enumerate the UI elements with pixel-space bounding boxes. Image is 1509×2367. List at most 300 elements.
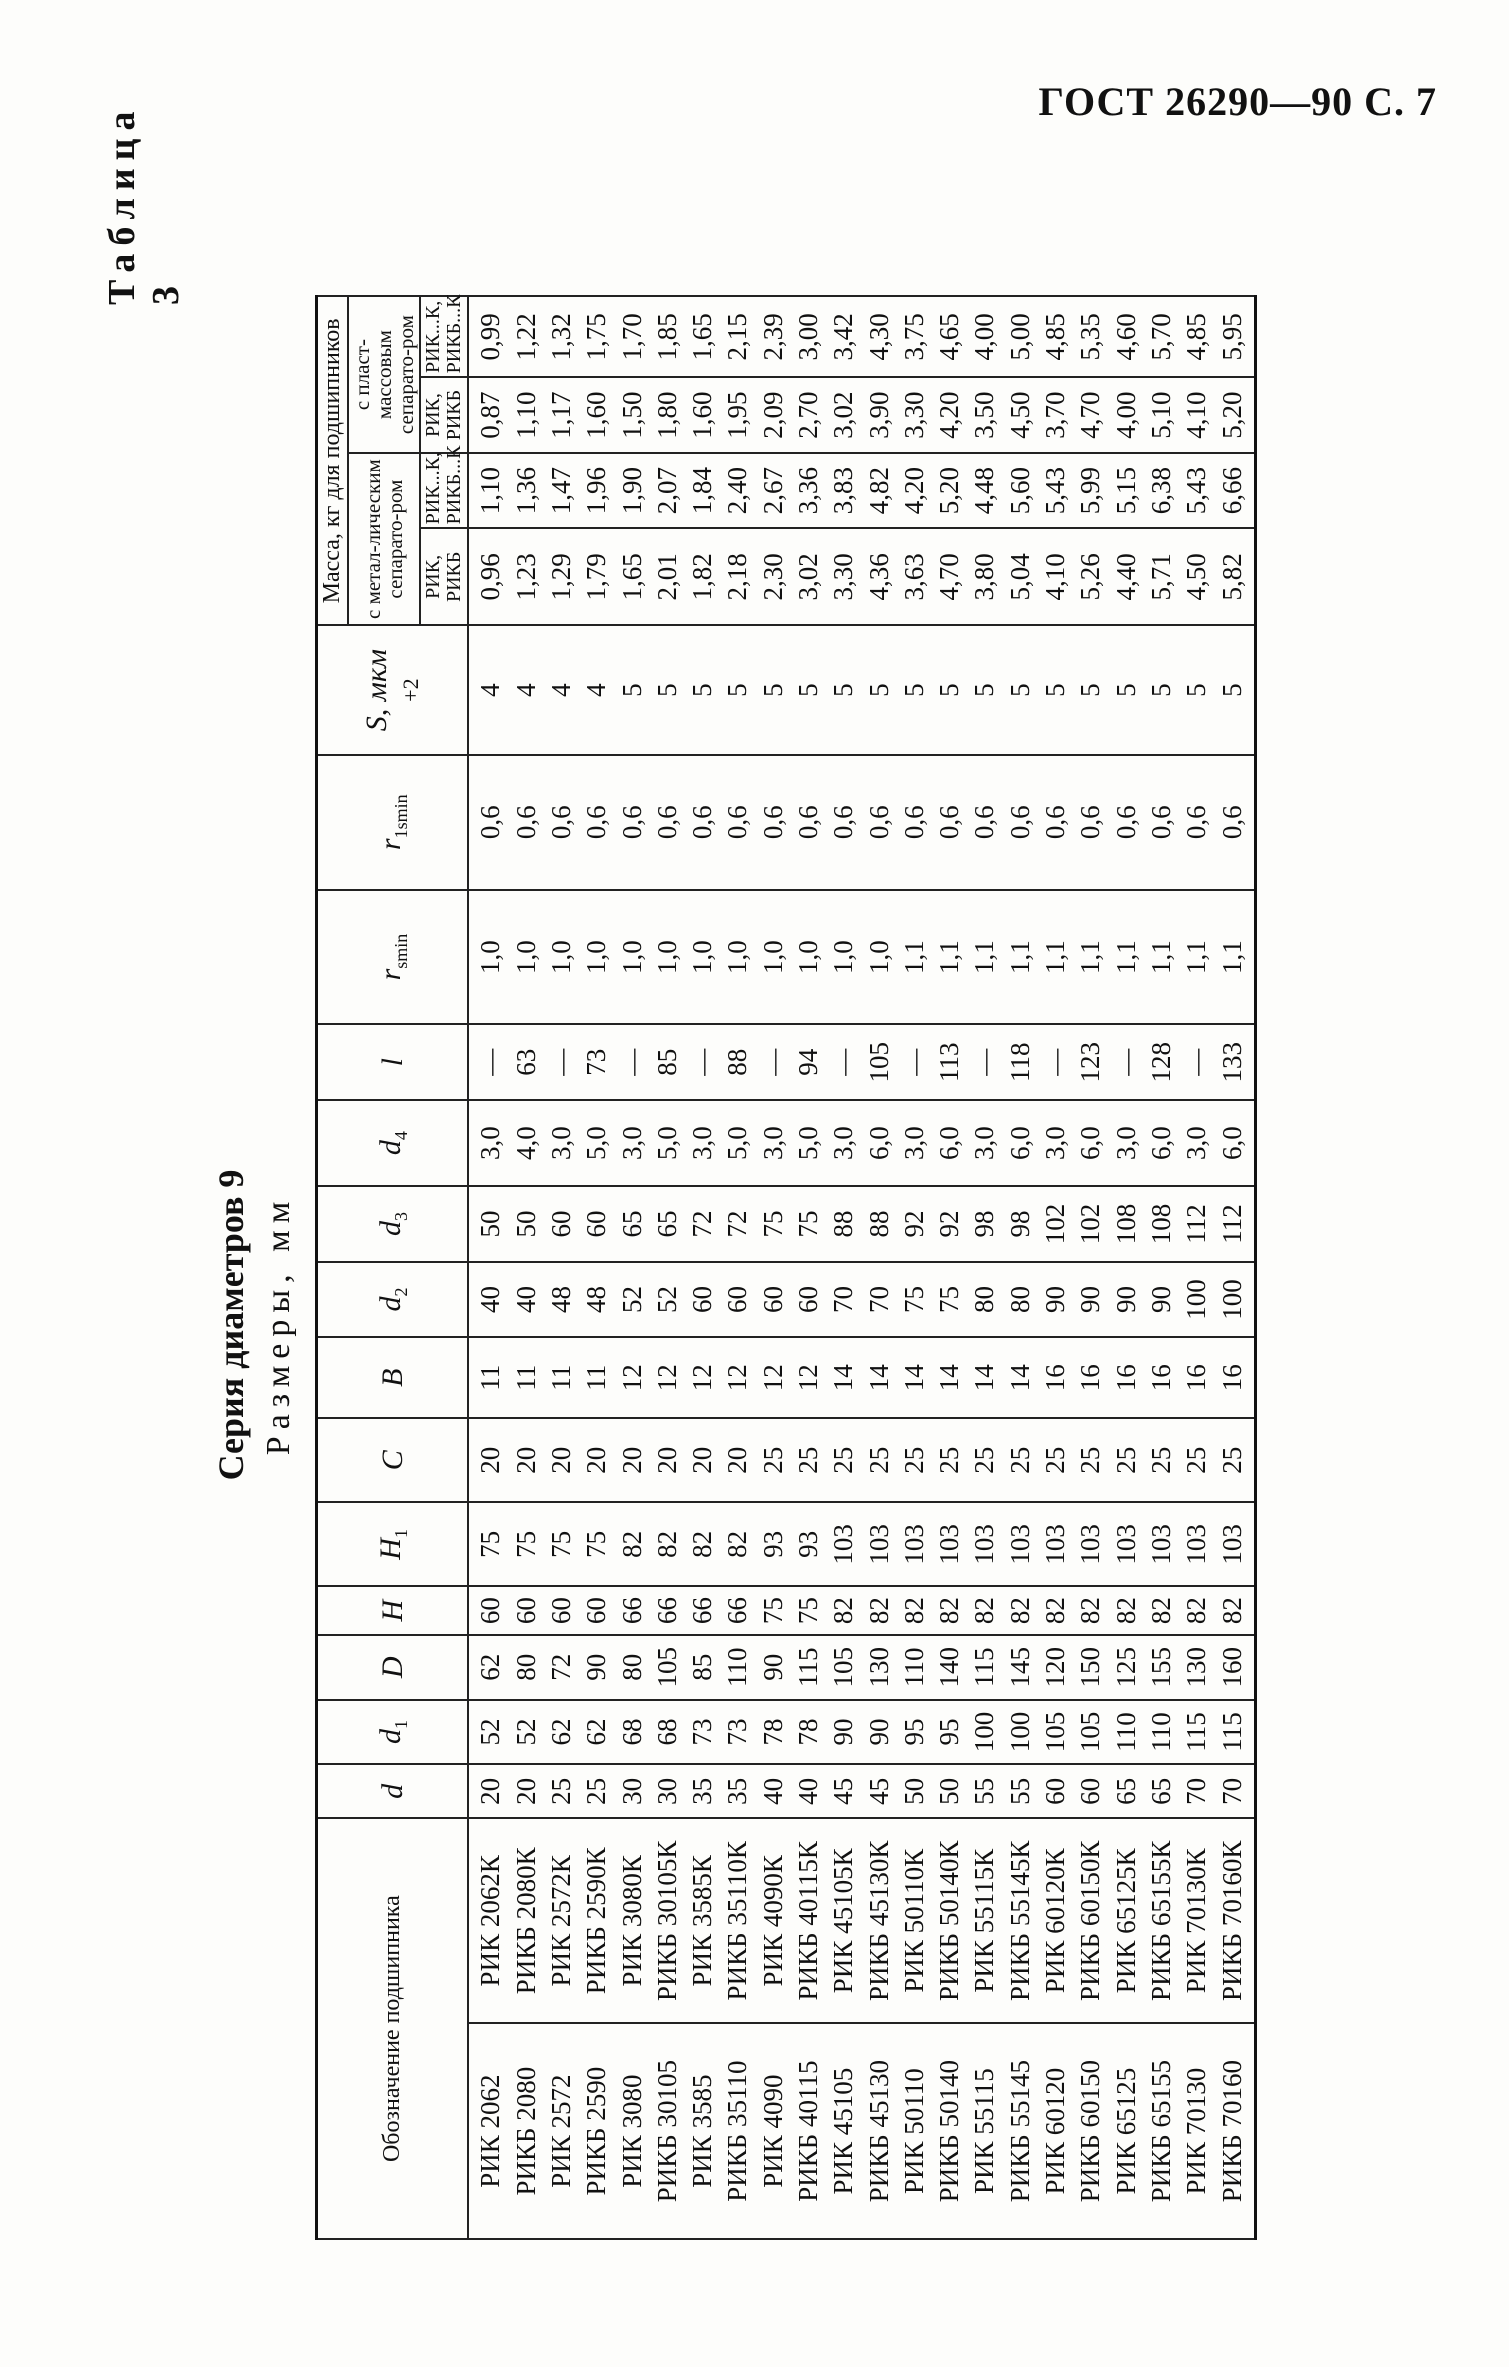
table-value: 0,6 bbox=[510, 805, 541, 840]
table-value: 70 bbox=[1216, 1777, 1247, 1805]
table-value: РИКБ 2590 bbox=[581, 2066, 612, 2196]
table-value: РИК 3080 bbox=[616, 2074, 647, 2188]
mass-metal-a-cell bbox=[468, 528, 1255, 625]
table-value: 5 bbox=[687, 683, 718, 697]
table-value: 4 bbox=[545, 683, 576, 697]
table-value: 128 bbox=[1145, 1041, 1176, 1083]
table-value: 25 bbox=[969, 1446, 1000, 1474]
table-value: 25 bbox=[1075, 1446, 1106, 1474]
table-value: 0,6 bbox=[581, 805, 612, 840]
col-mass-plastic: с пласт-массовым сепарато-ром bbox=[348, 296, 420, 452]
mass-plastic-b-cell bbox=[468, 296, 1255, 377]
table-value: 40 bbox=[475, 1286, 506, 1314]
table-value: 12 bbox=[651, 1364, 682, 1392]
table-value: 16 bbox=[1040, 1364, 1071, 1392]
col-d4: $d_4$ bbox=[317, 1100, 469, 1186]
table-value: 4,82 bbox=[863, 466, 894, 515]
table-value: 6,0 bbox=[863, 1126, 894, 1160]
table-value: 0,6 bbox=[1181, 805, 1212, 840]
table-value: 90 bbox=[581, 1653, 612, 1681]
table-value: 25 bbox=[1110, 1446, 1141, 1474]
table-value: 82 bbox=[1216, 1597, 1247, 1625]
table-value: 90 bbox=[1110, 1286, 1141, 1314]
col-mass-plastic-b: РИК...К, РИКБ...К bbox=[420, 296, 468, 377]
table-value: 50 bbox=[475, 1210, 506, 1238]
table-value: 25 bbox=[757, 1446, 788, 1474]
table-value: 1,0 bbox=[828, 940, 859, 974]
table-value: 110 bbox=[722, 1647, 753, 1688]
table-value: 4,20 bbox=[934, 391, 965, 439]
rotated-page bbox=[90, 103, 1430, 2240]
table-value: 2,39 bbox=[757, 313, 788, 361]
table-value: 0,6 bbox=[545, 805, 576, 840]
table-value: 1,0 bbox=[793, 940, 823, 974]
table-value: 70 bbox=[1181, 1777, 1212, 1805]
table-value: 103 bbox=[934, 1524, 965, 1565]
table-value: 1,65 bbox=[616, 553, 647, 601]
table-value: — bbox=[1040, 1048, 1071, 1076]
table-value: 103 bbox=[828, 1524, 859, 1565]
table-value: РИК 4090 bbox=[757, 2074, 788, 2188]
table-value: 3,0 bbox=[616, 1126, 647, 1160]
table-label: Таблица 3 bbox=[101, 103, 187, 305]
table-value: 88 bbox=[828, 1210, 859, 1238]
table-value: 82 bbox=[828, 1597, 859, 1625]
table-value: РИК 70130К bbox=[1181, 1848, 1212, 1994]
table-value: 90 bbox=[1145, 1286, 1176, 1314]
table-value: 108 bbox=[1110, 1203, 1141, 1245]
table-value: РИКБ 45130К bbox=[863, 1840, 894, 2001]
table-value: 103 bbox=[969, 1524, 1000, 1565]
table-value: 25 bbox=[581, 1777, 612, 1805]
table-value: 55 bbox=[1004, 1777, 1035, 1805]
table-value: 0,96 bbox=[475, 553, 506, 601]
table-value: 60 bbox=[545, 1597, 576, 1625]
table-value: 5 bbox=[1145, 683, 1176, 697]
table-value: 85 bbox=[687, 1653, 718, 1681]
table-value: 4,00 bbox=[1110, 391, 1141, 439]
table-value: 0,6 bbox=[475, 805, 506, 840]
table-value: 60 bbox=[1040, 1777, 1071, 1805]
table-value: 4,65 bbox=[934, 313, 965, 361]
table-value: 60 bbox=[581, 1597, 612, 1625]
table-value: 25 bbox=[1145, 1446, 1176, 1474]
table-value: 60 bbox=[687, 1286, 718, 1314]
table-value: 60 bbox=[757, 1286, 788, 1314]
table-value: 73 bbox=[722, 1718, 753, 1746]
table-value: 50 bbox=[934, 1777, 965, 1805]
table-value: РИКБ 70160К bbox=[1216, 1840, 1247, 2001]
table-value: 6,0 bbox=[934, 1126, 965, 1160]
table-value: 1,0 bbox=[545, 940, 576, 974]
table-value: РИКБ 2080 bbox=[510, 2066, 541, 2196]
table-value: 1,47 bbox=[545, 466, 576, 515]
table-value: 108 bbox=[1145, 1203, 1176, 1245]
table-value: 5,43 bbox=[1040, 466, 1071, 515]
r-smin-cell bbox=[468, 890, 1255, 1025]
table-value: 1,90 bbox=[616, 466, 647, 515]
table-value: РИК 2572 bbox=[545, 2074, 576, 2188]
r1-smin-cell bbox=[468, 755, 1255, 890]
table-value: 0,6 bbox=[687, 805, 718, 840]
table-value: 5 bbox=[898, 683, 929, 697]
table-value: 5 bbox=[1040, 683, 1071, 697]
table-value: 4,30 bbox=[863, 313, 894, 361]
table-value: 20 bbox=[616, 1446, 647, 1474]
table-value: 1,23 bbox=[510, 553, 541, 601]
table-value: 16 bbox=[1145, 1364, 1176, 1392]
table-value: 25 bbox=[545, 1777, 576, 1805]
table-value: 110 bbox=[898, 1647, 929, 1688]
table-value: 72 bbox=[722, 1210, 753, 1238]
table-value: 3,30 bbox=[828, 553, 859, 601]
table-value: РИК 60120 bbox=[1040, 2067, 1071, 2195]
table-value: 82 bbox=[898, 1597, 929, 1625]
table-value: 120 bbox=[1040, 1647, 1071, 1688]
series-title: Серия диаметров 9 bbox=[211, 1169, 251, 1481]
table-value: 115 bbox=[1216, 1712, 1247, 1752]
table-value: 5 bbox=[1181, 683, 1212, 697]
table-value: 5 bbox=[828, 683, 859, 697]
table-value: 94 bbox=[793, 1048, 823, 1076]
table-value: 90 bbox=[1040, 1286, 1071, 1314]
table-value: 5 bbox=[863, 683, 894, 697]
table-value: 1,80 bbox=[651, 391, 682, 439]
table-value: 103 bbox=[1181, 1524, 1212, 1565]
table-value: РИКБ 30105 bbox=[651, 2060, 682, 2203]
table-value: 25 bbox=[1181, 1446, 1212, 1474]
table-value: 20 bbox=[475, 1777, 506, 1805]
table-value: — bbox=[757, 1048, 788, 1076]
table-value: 30 bbox=[616, 1777, 647, 1805]
table-value: 4,40 bbox=[1110, 553, 1141, 601]
table-value: 5 bbox=[934, 683, 965, 697]
table-value: 4,60 bbox=[1110, 313, 1141, 361]
table-value: 75 bbox=[898, 1286, 929, 1314]
table-value: 4 bbox=[581, 683, 612, 697]
table-value: 5,99 bbox=[1075, 466, 1106, 515]
table-value: 3,80 bbox=[969, 553, 1000, 601]
table-value: 80 bbox=[1004, 1286, 1035, 1314]
table-value: 103 bbox=[1145, 1524, 1176, 1565]
table-value: 1,22 bbox=[510, 313, 541, 361]
H-cell bbox=[468, 1586, 1255, 1635]
table-value: 98 bbox=[969, 1210, 1000, 1238]
table-value: 60 bbox=[475, 1597, 506, 1625]
table-value: 12 bbox=[722, 1364, 753, 1392]
table-value: 155 bbox=[1145, 1647, 1176, 1688]
table-value: 0,6 bbox=[1145, 805, 1176, 840]
table-value: 160 bbox=[1216, 1647, 1247, 1688]
table-value: 103 bbox=[863, 1524, 894, 1565]
table-value: РИКБ 50140 bbox=[934, 2060, 965, 2203]
table-value: РИКБ 40115К bbox=[793, 1841, 823, 2001]
table-value: 6,0 bbox=[1216, 1126, 1247, 1160]
table-value: 75 bbox=[793, 1597, 823, 1625]
table-value: 82 bbox=[722, 1530, 753, 1558]
table-value: 85 bbox=[651, 1048, 682, 1076]
table-value: 102 bbox=[1075, 1203, 1106, 1245]
table-value: 1,85 bbox=[651, 313, 682, 361]
table-value: 1,1 bbox=[1110, 940, 1141, 974]
table-value: 63 bbox=[510, 1048, 541, 1076]
table-value: 88 bbox=[863, 1210, 894, 1238]
table-value: РИКБ 50140К bbox=[934, 1840, 965, 2001]
table-value: 75 bbox=[510, 1530, 541, 1558]
table-value: 5,0 bbox=[793, 1126, 823, 1160]
table-value: 3,36 bbox=[793, 466, 823, 515]
d2-cell bbox=[468, 1262, 1255, 1338]
table-value: 4,50 bbox=[1004, 391, 1035, 439]
table-value: 5 bbox=[1004, 683, 1035, 697]
table-value: 1,0 bbox=[687, 940, 718, 974]
col-mass: Масса, кг для подшипников bbox=[317, 296, 349, 625]
mass-metal-b-cell bbox=[468, 453, 1255, 529]
table-value: 5,04 bbox=[1004, 553, 1035, 601]
table-value: 4,70 bbox=[1075, 391, 1106, 439]
table-value: 103 bbox=[898, 1524, 929, 1565]
table-value: 50 bbox=[510, 1210, 541, 1238]
table-value: 3,90 bbox=[863, 391, 894, 439]
table-value: 140 bbox=[934, 1647, 965, 1688]
table-value: 12 bbox=[616, 1364, 647, 1392]
dimensions-title: Размеры, мм bbox=[260, 1194, 297, 1456]
table-value: 82 bbox=[934, 1597, 965, 1625]
B-cell bbox=[468, 1337, 1255, 1418]
table-value: 90 bbox=[863, 1718, 894, 1746]
table-value: 4,85 bbox=[1040, 313, 1071, 361]
table-value: 55 bbox=[969, 1777, 1000, 1805]
table-value: 16 bbox=[1075, 1364, 1106, 1392]
table-value: 80 bbox=[969, 1286, 1000, 1314]
designation-cell bbox=[468, 2023, 1255, 2239]
table-value: РИК 60120К bbox=[1040, 1848, 1071, 1994]
table-value: 2,67 bbox=[757, 466, 788, 515]
table-value: 62 bbox=[581, 1718, 612, 1746]
table-value: 52 bbox=[616, 1286, 647, 1314]
table-value: 5,20 bbox=[1216, 391, 1247, 439]
d4-cell bbox=[468, 1100, 1255, 1186]
table-value: 25 bbox=[1216, 1446, 1247, 1474]
table-value: 110 bbox=[1145, 1712, 1176, 1752]
table-value: 5 bbox=[651, 683, 682, 697]
table-value: 95 bbox=[934, 1718, 965, 1746]
table-value: 11 bbox=[581, 1364, 612, 1391]
table-value: РИКБ 45130 bbox=[863, 2060, 894, 2203]
table-value: 52 bbox=[510, 1718, 541, 1746]
table-value: 5,0 bbox=[651, 1126, 682, 1160]
table-value: 105 bbox=[828, 1647, 859, 1688]
table-value: РИКБ 35110 bbox=[722, 2060, 753, 2202]
table-value: 5,0 bbox=[722, 1126, 753, 1160]
table-value: 3,63 bbox=[898, 553, 929, 601]
table-value: 75 bbox=[581, 1530, 612, 1558]
table-value: 12 bbox=[793, 1364, 823, 1392]
table-value: 35 bbox=[687, 1777, 718, 1805]
table-value: РИКБ 55145 bbox=[1004, 2060, 1035, 2203]
table-value: 3,0 bbox=[969, 1126, 1000, 1160]
table-value: 103 bbox=[1216, 1524, 1247, 1565]
table-value: 82 bbox=[616, 1530, 647, 1558]
table-value: 11 bbox=[475, 1364, 506, 1391]
table-value: 5 bbox=[1075, 683, 1106, 697]
col-C: C bbox=[317, 1418, 469, 1502]
table-value: РИК 55115К bbox=[969, 1848, 1000, 1993]
table-value: РИКБ 60150К bbox=[1075, 1840, 1106, 2001]
table-value: 150 bbox=[1075, 1647, 1106, 1688]
table-value: 2,07 bbox=[651, 466, 682, 515]
table-value: 0,6 bbox=[757, 805, 788, 840]
table-value: 75 bbox=[757, 1210, 788, 1238]
table-value: РИКБ 30105К bbox=[651, 1840, 682, 2001]
table-value: 16 bbox=[1216, 1364, 1247, 1392]
table-value: 16 bbox=[1110, 1364, 1141, 1392]
table-value: 66 bbox=[687, 1597, 718, 1625]
table-value: 80 bbox=[510, 1653, 541, 1681]
table-value: 75 bbox=[934, 1286, 965, 1314]
table-value: РИК 3080К bbox=[616, 1855, 647, 1987]
table-value: 1,1 bbox=[1181, 940, 1212, 974]
table-value: 1,29 bbox=[545, 553, 576, 601]
table-value: 4,10 bbox=[1040, 553, 1071, 601]
table-value: 3,75 bbox=[898, 313, 929, 361]
table-value: 40 bbox=[793, 1777, 823, 1805]
table-value: — bbox=[687, 1048, 718, 1076]
table-value: 82 bbox=[1181, 1597, 1212, 1625]
table-value: 130 bbox=[1181, 1647, 1212, 1688]
table-value: 105 bbox=[651, 1647, 682, 1688]
table-value: РИК 3585К bbox=[687, 1855, 718, 1987]
table-value: 100 bbox=[1181, 1279, 1212, 1320]
d1-cell bbox=[468, 1700, 1255, 1765]
table-value: 3,0 bbox=[687, 1126, 718, 1160]
table-value: 1,17 bbox=[545, 391, 576, 439]
table-value: РИКБ 55145К bbox=[1004, 1840, 1035, 2001]
table-value: 20 bbox=[581, 1446, 612, 1474]
table-value: РИК 2062 bbox=[475, 2074, 506, 2188]
table-value: 5,43 bbox=[1181, 466, 1212, 515]
table-value: 80 bbox=[616, 1653, 647, 1681]
table-value: 1,0 bbox=[616, 940, 647, 974]
table-value: 103 bbox=[1075, 1524, 1106, 1565]
table-value: 5,71 bbox=[1145, 553, 1176, 601]
table-value: 5,15 bbox=[1110, 466, 1141, 515]
table-value: 11 bbox=[545, 1364, 576, 1391]
table-value: 115 bbox=[793, 1647, 823, 1688]
table-value: 92 bbox=[934, 1210, 965, 1238]
table-value: 45 bbox=[828, 1777, 859, 1805]
table-value: 65 bbox=[1110, 1777, 1141, 1805]
table-value: 100 bbox=[1004, 1711, 1035, 1753]
table-value: 25 bbox=[898, 1446, 929, 1474]
table-value: 1,0 bbox=[757, 940, 788, 974]
table-value: 40 bbox=[757, 1777, 788, 1805]
col-d1: $d_1$ bbox=[317, 1700, 469, 1765]
table-value: 5,70 bbox=[1145, 313, 1176, 361]
table-value: 14 bbox=[1004, 1364, 1035, 1392]
table-value: 102 bbox=[1040, 1203, 1071, 1245]
table-value: 0,99 bbox=[475, 313, 506, 361]
table-value: 4,48 bbox=[969, 466, 1000, 515]
table-value: 1,10 bbox=[475, 466, 506, 515]
table-value: 16 bbox=[1181, 1364, 1212, 1392]
table-value: 115 bbox=[1181, 1712, 1212, 1752]
mass-plastic-a-cell bbox=[468, 377, 1255, 453]
table-value: 130 bbox=[863, 1647, 894, 1688]
table-value: РИК 65125 bbox=[1110, 2067, 1141, 2195]
table-value: РИК 65125К bbox=[1110, 1848, 1141, 1994]
table-value: 1,1 bbox=[1004, 940, 1035, 974]
table-value: 66 bbox=[651, 1597, 682, 1625]
table-value: 1,79 bbox=[581, 553, 612, 601]
table-value: — bbox=[1181, 1048, 1212, 1076]
table-value: 60 bbox=[545, 1210, 576, 1238]
table-value: 3,83 bbox=[828, 466, 859, 515]
table-value: РИК 70130 bbox=[1181, 2067, 1212, 2195]
table-value: 3,02 bbox=[828, 391, 859, 439]
table-value: 2,09 bbox=[757, 391, 788, 439]
table-value: РИК 50110 bbox=[898, 2068, 929, 2195]
table-value: 0,6 bbox=[863, 805, 894, 840]
table-value: 1,95 bbox=[722, 391, 753, 439]
table-value: 1,1 bbox=[898, 940, 929, 974]
table-value: 1,70 bbox=[616, 313, 647, 361]
table-value: 45 bbox=[863, 1777, 894, 1805]
table-value: 103 bbox=[1110, 1524, 1141, 1565]
table-value: 25 bbox=[863, 1446, 894, 1474]
table-value: 1,60 bbox=[687, 391, 718, 439]
table-value: 50 bbox=[898, 1777, 929, 1805]
table-value: 12 bbox=[687, 1364, 718, 1392]
table-value: 52 bbox=[475, 1718, 506, 1746]
table-value: 105 bbox=[1075, 1711, 1106, 1753]
col-d2: $d_2$ bbox=[317, 1262, 469, 1338]
table-value: РИКБ 40115 bbox=[793, 2060, 823, 2202]
table-value: 82 bbox=[1040, 1597, 1071, 1625]
d3-cell bbox=[468, 1186, 1255, 1262]
col-r1-smin: $r_{1smin}$ bbox=[317, 755, 469, 890]
table-value: 5,82 bbox=[1216, 553, 1247, 601]
col-d: d bbox=[317, 1764, 469, 1818]
table-value: 103 bbox=[1004, 1524, 1035, 1565]
table-value: 2,30 bbox=[757, 553, 788, 601]
table-value: РИК 4090К bbox=[757, 1855, 788, 1987]
table-value: 60 bbox=[581, 1210, 612, 1238]
table-value: 133 bbox=[1216, 1041, 1247, 1083]
table-value: 0,6 bbox=[934, 805, 965, 840]
table-value: РИК 2062К bbox=[475, 1855, 506, 1987]
table-value: 14 bbox=[969, 1364, 1000, 1392]
table-value: 1,65 bbox=[687, 313, 718, 361]
table-value: 20 bbox=[510, 1777, 541, 1805]
table-value: 3,00 bbox=[793, 313, 823, 361]
table-value: 112 bbox=[1181, 1204, 1212, 1244]
table-value: 5 bbox=[1216, 683, 1247, 697]
table-value: 82 bbox=[863, 1597, 894, 1625]
table-value: 20 bbox=[651, 1446, 682, 1474]
table-value: 0,6 bbox=[1040, 805, 1071, 840]
table-value: 75 bbox=[793, 1210, 823, 1238]
table-value: РИКБ 70160 bbox=[1216, 2060, 1247, 2203]
table-value: 12 bbox=[757, 1364, 788, 1392]
col-B: B bbox=[317, 1337, 469, 1418]
table-value: 0,6 bbox=[828, 805, 859, 840]
table-value: 68 bbox=[616, 1718, 647, 1746]
table-value: 20 bbox=[722, 1446, 753, 1474]
table-value: — bbox=[545, 1048, 576, 1076]
table-value: 0,6 bbox=[651, 805, 682, 840]
table-value: 1,60 bbox=[581, 391, 612, 439]
